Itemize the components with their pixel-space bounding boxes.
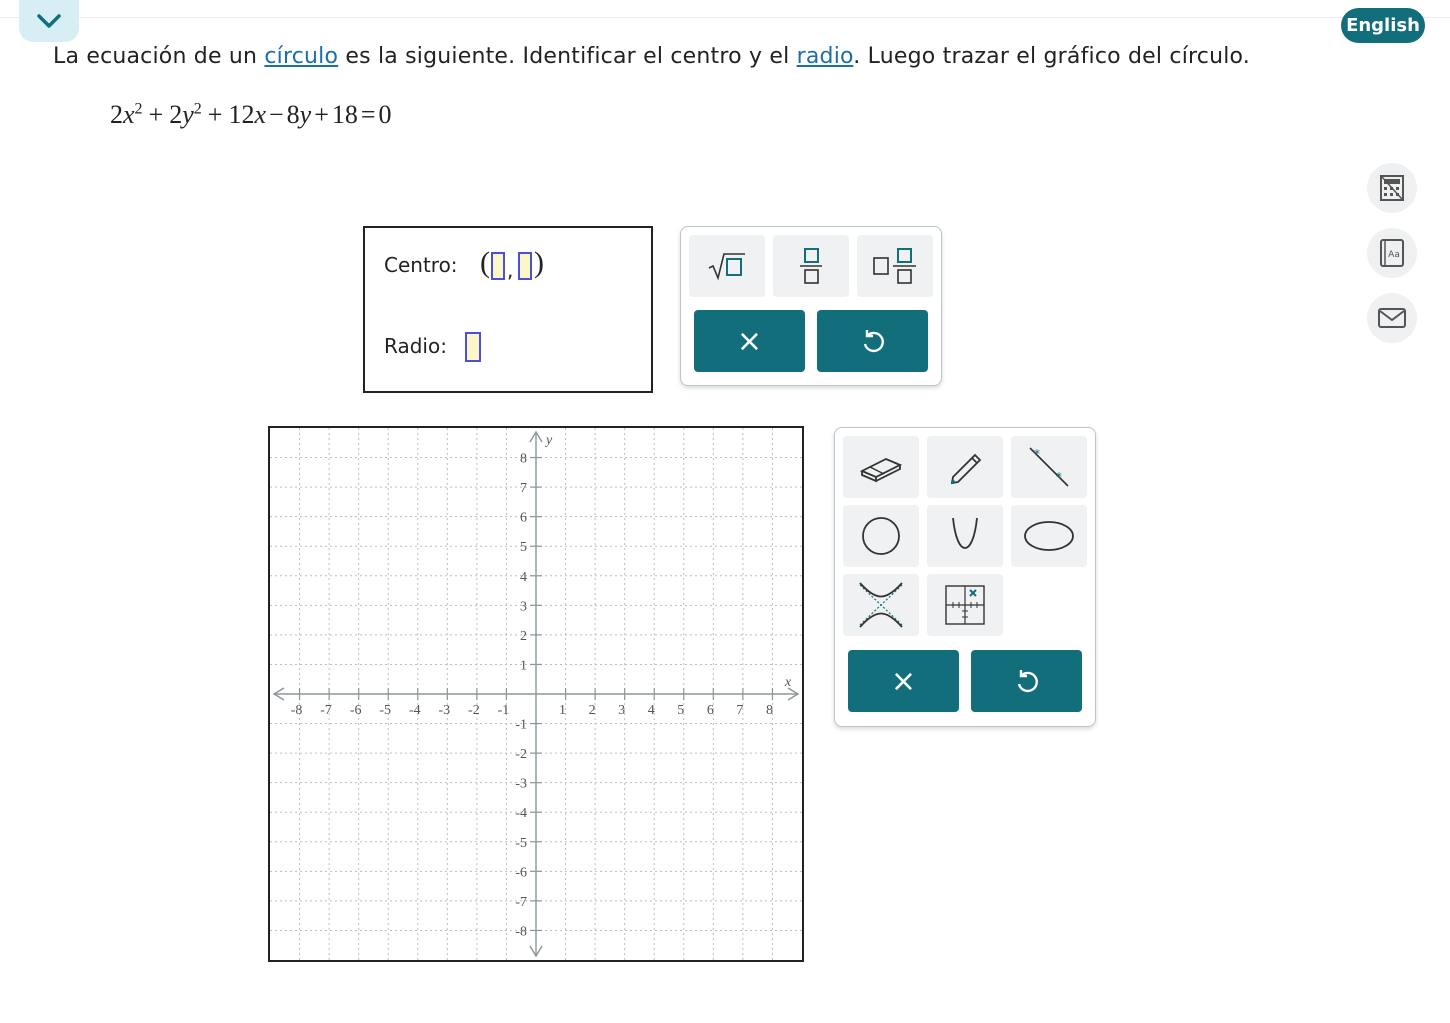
- mail-icon: [1377, 307, 1407, 329]
- x-tick-label: 8: [765, 703, 773, 718]
- mixed-number-button[interactable]: [857, 235, 933, 297]
- math-palette: [680, 226, 942, 386]
- center-y-input[interactable]: [518, 252, 532, 280]
- undo-graph-icon: [1014, 667, 1040, 695]
- radius-input[interactable]: [465, 332, 481, 362]
- x-tick-label: 4: [647, 703, 655, 718]
- question-part3: . Luego trazar el gráfico del círculo.: [853, 44, 1251, 69]
- ellipse-icon: [1022, 518, 1076, 554]
- ellipse-tool-button[interactable]: [1011, 505, 1087, 567]
- y-axis-label: y: [546, 433, 553, 448]
- clear-answer-button[interactable]: [694, 310, 805, 372]
- line-tool-button[interactable]: [1011, 436, 1087, 498]
- eq-op2: +: [207, 100, 223, 129]
- eq-op3: −: [268, 100, 284, 129]
- question-text: [53, 44, 1250, 69]
- y-tick-label: -6: [515, 865, 527, 881]
- calculator-button[interactable]: [1367, 163, 1417, 213]
- x-tick-label: 7: [736, 703, 744, 718]
- y-tick-label: -7: [515, 894, 527, 910]
- x-tick-label: -7: [320, 703, 332, 718]
- y-tick-label: -3: [515, 776, 527, 792]
- line-icon: [1026, 444, 1072, 490]
- fraction-button[interactable]: [773, 235, 849, 297]
- eq-op1: +: [148, 100, 164, 129]
- eq-exp1: 2: [134, 100, 143, 118]
- fraction-icon: [796, 246, 826, 286]
- question-part1: La ecuación de un: [53, 44, 265, 69]
- y-tick-label: 7: [520, 481, 527, 497]
- y-tick-label: -1: [515, 717, 527, 733]
- language-button[interactable]: English: [1341, 8, 1425, 43]
- x-tick-label: -6: [349, 703, 362, 718]
- eraser-icon: [858, 449, 904, 485]
- y-tick-label: -4: [515, 806, 527, 822]
- line-point-b: *: [1056, 470, 1062, 484]
- undo-answer-button[interactable]: [817, 310, 928, 372]
- eq-op4: +: [314, 100, 329, 129]
- x-tick-label: -4: [408, 703, 421, 718]
- line-point-a: *: [1034, 447, 1040, 461]
- answer-box: [363, 226, 653, 393]
- y-tick-label: 1: [520, 658, 527, 674]
- x-tick-label: 5: [677, 703, 685, 718]
- y-tick-label: 3: [520, 599, 527, 615]
- point-plot-tool-button[interactable]: [927, 574, 1003, 636]
- dictionary-button[interactable]: [1367, 228, 1417, 278]
- radius-term-link[interactable]: radio: [796, 44, 854, 69]
- y-tick-label: 8: [520, 451, 527, 467]
- x-tick-label: -2: [468, 703, 480, 718]
- circle-equation: [110, 100, 392, 130]
- eq-coef2: 2: [169, 100, 183, 129]
- clear-icon: ×: [736, 323, 763, 359]
- y-tick-label: 2: [520, 628, 527, 644]
- sqrt-button[interactable]: [689, 235, 765, 297]
- eq-exp2: 2: [193, 100, 202, 118]
- eq-var-x2: x: [254, 100, 266, 129]
- coordinate-graph[interactable]: [268, 426, 804, 962]
- sqrt-icon: [707, 250, 747, 282]
- y-tick-label: 6: [520, 510, 527, 526]
- graph-canvas[interactable]: [270, 428, 802, 960]
- clear-graph-icon: ×: [890, 663, 917, 699]
- center-close-paren: ): [534, 246, 544, 279]
- y-tick-label: -8: [515, 924, 527, 940]
- x-tick-label: 1: [559, 703, 567, 718]
- clear-graph-button[interactable]: [848, 650, 959, 712]
- undo-graph-button[interactable]: [971, 650, 1082, 712]
- eq-term4: 8: [286, 100, 300, 129]
- eq-equals: =: [360, 100, 376, 129]
- x-axis-label: x: [784, 675, 792, 690]
- eq-rhs: 0: [378, 100, 392, 129]
- eq-term3: 12: [228, 100, 255, 129]
- x-tick-label: -3: [438, 703, 451, 718]
- radius-label: Radio:: [384, 334, 447, 358]
- hyperbola-icon: [856, 581, 906, 629]
- center-open-paren: (: [480, 246, 490, 279]
- dictionary-icon: [1379, 238, 1405, 268]
- pencil-icon: [945, 447, 985, 487]
- circle-term-link[interactable]: círculo: [264, 44, 339, 69]
- pencil-tool-button[interactable]: [927, 436, 1003, 498]
- mixed-number-icon: [872, 246, 918, 286]
- x-tick-label: -8: [290, 703, 303, 718]
- circle-icon: [859, 514, 903, 558]
- chevron-down-icon: [36, 12, 62, 30]
- center-x-input[interactable]: [491, 252, 505, 280]
- y-tick-label: -2: [515, 747, 527, 763]
- x-tick-label: 3: [618, 703, 626, 718]
- eq-var-y2: y: [299, 100, 312, 129]
- top-divider: [0, 17, 1450, 18]
- hyperbola-tool-button[interactable]: [843, 574, 919, 636]
- circle-tool-button[interactable]: [843, 505, 919, 567]
- graph-tools-palette: [834, 427, 1096, 727]
- point-plot-icon: [944, 584, 986, 626]
- parabola-icon: [947, 514, 983, 558]
- dictionary-glyph: Aa: [1388, 250, 1400, 260]
- x-tick-label: -5: [379, 703, 392, 718]
- y-tick-label: 4: [520, 569, 527, 585]
- eraser-tool-button[interactable]: [843, 436, 919, 498]
- x-tick-label: 2: [588, 703, 596, 718]
- y-tick-label: 5: [520, 540, 527, 556]
- eq-var-y: y: [182, 100, 194, 129]
- collapse-toggle-button[interactable]: [19, 0, 79, 42]
- eq-var-x: x: [123, 100, 135, 129]
- mail-button[interactable]: [1367, 293, 1417, 343]
- calculator-icon: [1379, 174, 1405, 202]
- x-tick-label: -1: [497, 703, 510, 718]
- question-part2: es la siguiente. Identificar el centro y el: [338, 44, 797, 69]
- center-comma: ,: [507, 258, 514, 282]
- parabola-tool-button[interactable]: [927, 505, 1003, 567]
- center-label: Centro:: [384, 253, 458, 277]
- eq-term5: 18: [331, 100, 358, 129]
- y-tick-label: -5: [515, 835, 527, 851]
- x-tick-label: 6: [706, 703, 714, 718]
- undo-icon: [860, 327, 886, 355]
- eq-coef1: 2: [110, 100, 123, 129]
